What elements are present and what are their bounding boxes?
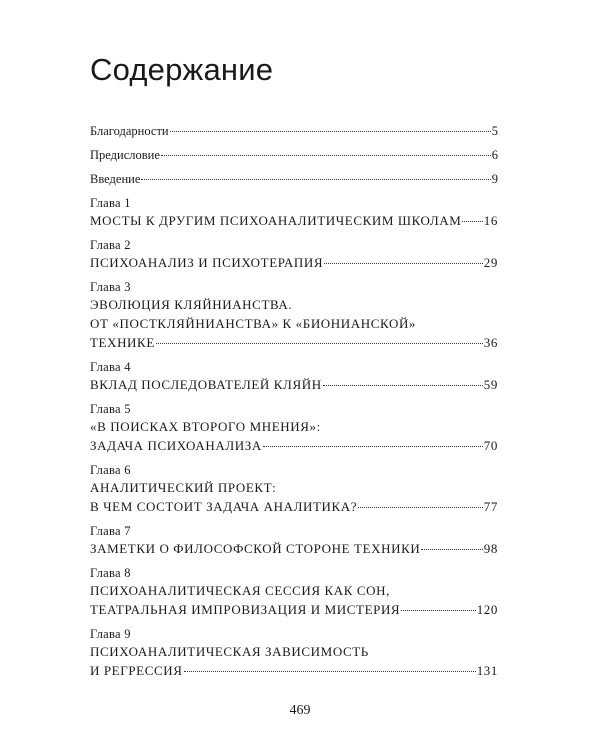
toc-entry-line xyxy=(90,211,498,230)
entry-page-number: 70 xyxy=(483,438,498,453)
entry-page-number: 5 xyxy=(491,124,498,138)
chapter-label: Глава 1 xyxy=(90,196,131,210)
toc-entry-line xyxy=(90,497,498,516)
entry-title: ТЕАТРАЛЬНАЯ ИМПРОВИЗАЦИЯ И МИСТЕРИЯ xyxy=(90,602,401,617)
entry-title: МОСТЫ К ДРУГИМ ПСИХОАНАЛИТИЧЕСКИМ ШКОЛАМ xyxy=(90,213,462,228)
toc-entry-chapter xyxy=(90,237,498,272)
toc-entry-line xyxy=(90,375,498,394)
toc-entry-line xyxy=(90,146,498,165)
front-matter-list xyxy=(90,122,498,189)
entry-page-number: 16 xyxy=(483,213,498,228)
toc-entry-chapter xyxy=(90,279,498,352)
toc-entry-chapter xyxy=(90,462,498,516)
entry-title: ЗАМЕТКИ О ФИЛОСОФСКОЙ СТОРОНЕ ТЕХНИКИ xyxy=(90,541,421,556)
chapter-label: Глава 8 xyxy=(90,566,131,580)
dot-leader xyxy=(170,131,491,132)
entry-title: Введение xyxy=(90,172,141,186)
entry-page-number: 131 xyxy=(476,663,498,678)
entry-page-number: 9 xyxy=(491,172,498,186)
toc-entry-front-matter xyxy=(90,170,498,189)
chapter-label: Глава 9 xyxy=(90,627,131,641)
dot-leader xyxy=(401,610,475,611)
toc-entry-chapter xyxy=(90,195,498,230)
chapter-label: Глава 5 xyxy=(90,402,131,416)
entry-page-number: 59 xyxy=(483,377,498,392)
dot-leader xyxy=(156,343,483,344)
dot-leader xyxy=(421,549,482,550)
entry-page-number: 36 xyxy=(483,335,498,350)
chapter-title-line: АНАЛИТИЧЕСКИЙ ПРОЕКТ: xyxy=(90,480,277,495)
dot-leader xyxy=(263,446,483,447)
chapter-label: Глава 3 xyxy=(90,280,131,294)
toc-entry-chapter xyxy=(90,401,498,455)
toc-entry-chapter xyxy=(90,523,498,558)
toc-entry-chapter xyxy=(90,359,498,394)
entry-title: ЗАДАЧА ПСИХОАНАЛИЗА xyxy=(90,438,262,453)
chapter-title-line: ЭВОЛЮЦИЯ КЛЯЙНИАНСТВА. xyxy=(90,297,293,312)
entry-title: ТЕХНИКЕ xyxy=(90,335,155,350)
toc-entry-line xyxy=(90,122,498,141)
page-number: 469 xyxy=(289,703,311,718)
dot-leader xyxy=(323,385,483,386)
toc-entry-line xyxy=(90,333,498,352)
entry-page-number: 120 xyxy=(476,602,498,617)
chapter-label: Глава 6 xyxy=(90,463,131,477)
chapter-title-line: ОТ «ПОСТКЛЯЙНИАНСТВА» К «БИОНИАНСКОЙ» xyxy=(90,316,417,331)
dot-leader xyxy=(161,155,491,156)
entry-title: ВКЛАД ПОСЛЕДОВАТЕЛЕЙ КЛЯЙН xyxy=(90,377,322,392)
entry-title: ПСИХОАНАЛИЗ И ПСИХОТЕРАПИЯ xyxy=(90,255,324,270)
entry-title: Благодарности xyxy=(90,124,169,138)
toc-entry-front-matter xyxy=(90,146,498,165)
toc-entry-front-matter xyxy=(90,122,498,141)
toc-entry-line xyxy=(90,170,498,189)
chapter-title-line: ПСИХОАНАЛИТИЧЕСКАЯ СЕССИЯ КАК СОН, xyxy=(90,583,390,598)
entry-page-number: 29 xyxy=(483,255,498,270)
dot-leader xyxy=(358,507,483,508)
chapter-list xyxy=(90,195,498,680)
dot-leader xyxy=(324,263,483,264)
toc-entry-line xyxy=(90,600,498,619)
dot-leader xyxy=(184,671,476,672)
entry-page-number: 6 xyxy=(491,148,498,162)
table-of-contents xyxy=(90,122,498,687)
entry-page-number: 98 xyxy=(483,541,498,556)
page-title: Содержание xyxy=(90,52,274,87)
dot-leader xyxy=(141,179,490,180)
entry-page-number: 77 xyxy=(483,499,498,514)
chapter-label: Глава 2 xyxy=(90,238,131,252)
chapter-label: Глава 4 xyxy=(90,360,131,374)
dot-leader xyxy=(462,221,482,222)
toc-entry-chapter xyxy=(90,565,498,619)
entry-title: В ЧЕМ СОСТОИТ ЗАДАЧА АНАЛИТИКА? xyxy=(90,499,358,514)
chapter-title-line: «В ПОИСКАХ ВТОРОГО МНЕНИЯ»: xyxy=(90,419,321,434)
toc-entry-line xyxy=(90,539,498,558)
entry-title: И РЕГРЕССИЯ xyxy=(90,663,183,678)
chapter-label: Глава 7 xyxy=(90,524,131,538)
toc-entry-chapter xyxy=(90,626,498,680)
toc-entry-line xyxy=(90,253,498,272)
chapter-title-line: ПСИХОАНАЛИТИЧЕСКАЯ ЗАВИСИМОСТЬ xyxy=(90,644,369,659)
toc-entry-line xyxy=(90,436,498,455)
entry-title: Предисловие xyxy=(90,148,160,162)
toc-entry-line xyxy=(90,661,498,680)
